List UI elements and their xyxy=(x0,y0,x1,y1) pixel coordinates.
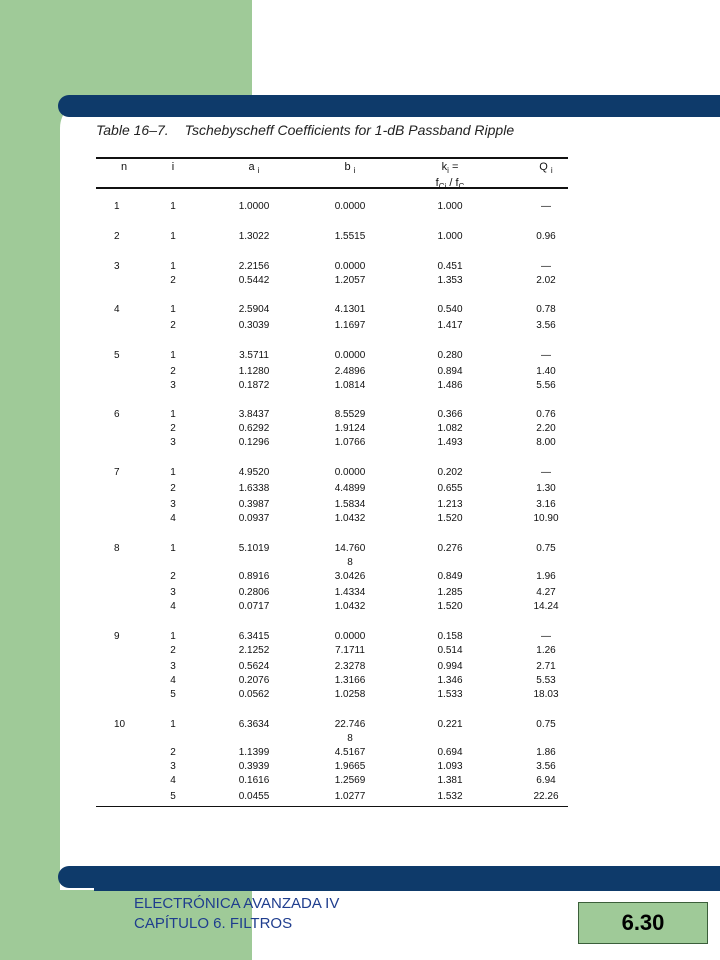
cell-i: 1 xyxy=(170,467,176,478)
cell-a: 1.0000 xyxy=(238,201,270,212)
cell-q: 0.78 xyxy=(536,304,556,315)
cell-q: 1.30 xyxy=(536,483,556,494)
cell-a: 2.5904 xyxy=(238,304,270,315)
table-title xyxy=(96,122,576,138)
cell-k: 1.493 xyxy=(437,437,463,448)
cell-i: 4 xyxy=(170,775,176,786)
cell-q: — xyxy=(541,350,551,361)
cell-k: 0.655 xyxy=(437,483,463,494)
cell-a: 0.0717 xyxy=(238,601,270,612)
cell-i: 4 xyxy=(170,601,176,612)
cell-b: 3.0426 xyxy=(334,571,366,582)
cell-a: 0.3039 xyxy=(238,320,270,331)
cell-q: 14.24 xyxy=(533,601,559,612)
header-k: $k_i$ = $f_{Ci} / f_C$ xyxy=(435,161,465,192)
cell-k: 0.202 xyxy=(437,467,463,478)
cell-b: 14.760 xyxy=(334,543,366,554)
cell-a: 6.3415 xyxy=(238,631,270,642)
top-navy-bar xyxy=(58,95,720,117)
cell-k: 1.520 xyxy=(437,601,463,612)
cell-k: 0.366 xyxy=(437,409,463,420)
table-row xyxy=(96,275,568,289)
table-row xyxy=(96,231,568,245)
cell-a: 4.9520 xyxy=(238,467,270,478)
cell-n: 9 xyxy=(114,631,120,642)
cell-b: 4.5167 xyxy=(334,747,366,758)
table-row xyxy=(96,719,568,733)
cell-n: 10 xyxy=(114,719,126,730)
table-header-rule xyxy=(96,187,568,189)
cell-a: 5.1019 xyxy=(238,543,270,554)
cell-k: 1.486 xyxy=(437,380,463,391)
table-row xyxy=(96,557,568,571)
cell-b: 1.5515 xyxy=(334,231,366,242)
footer-line-1: ELECTRÓNICA AVANZADA IV xyxy=(134,895,340,912)
cell-q: 22.26 xyxy=(533,791,559,802)
cell-k: 0.994 xyxy=(437,661,463,672)
table-row xyxy=(96,761,568,775)
cell-i: 1 xyxy=(170,631,176,642)
cell-k: 1.346 xyxy=(437,675,463,686)
cell-q: 8.00 xyxy=(536,437,556,448)
cell-i: 2 xyxy=(170,747,176,758)
table-row xyxy=(96,304,568,318)
cell-b: 1.0277 xyxy=(334,791,366,802)
cell-a: 1.3022 xyxy=(238,231,270,242)
cell-b: 1.2057 xyxy=(334,275,366,286)
cell-k: 0.221 xyxy=(437,719,463,730)
cell-q: 2.20 xyxy=(536,423,556,434)
cell-k: 0.276 xyxy=(437,543,463,554)
cell-i: 2 xyxy=(170,571,176,582)
cell-k: 1.000 xyxy=(437,201,463,212)
cell-b: 8 xyxy=(347,557,353,568)
cell-q: 1.40 xyxy=(536,366,556,377)
header-b: b $_i$ xyxy=(344,161,356,176)
table-row xyxy=(96,437,568,451)
cell-q: — xyxy=(541,631,551,642)
cell-b: 8 xyxy=(347,733,353,744)
cell-n: 3 xyxy=(114,261,120,272)
cell-q: 3.16 xyxy=(536,499,556,510)
cell-k: 0.894 xyxy=(437,366,463,377)
table-row xyxy=(96,350,568,364)
cell-i: 3 xyxy=(170,437,176,448)
cell-b: 1.3166 xyxy=(334,675,366,686)
cell-b: 4.4899 xyxy=(334,483,366,494)
cell-a: 0.0562 xyxy=(238,689,270,700)
cell-b: 0.0000 xyxy=(334,261,366,272)
cell-i: 2 xyxy=(170,645,176,656)
table-row xyxy=(96,775,568,789)
cell-a: 1.1399 xyxy=(238,747,270,758)
cell-a: 0.0455 xyxy=(238,791,270,802)
cell-a: 2.2156 xyxy=(238,261,270,272)
cell-k: 0.158 xyxy=(437,631,463,642)
cell-q: 0.76 xyxy=(536,409,556,420)
cell-k: 1.285 xyxy=(437,587,463,598)
cell-b: 1.0258 xyxy=(334,689,366,700)
cell-b: 1.2569 xyxy=(334,775,366,786)
cell-q: 1.86 xyxy=(536,747,556,758)
table-row xyxy=(96,645,568,659)
cell-i: 2 xyxy=(170,483,176,494)
cell-i: 5 xyxy=(170,689,176,700)
cell-q: 6.94 xyxy=(536,775,556,786)
cell-i: 2 xyxy=(170,320,176,331)
cell-b: 1.4334 xyxy=(334,587,366,598)
cell-n: 4 xyxy=(114,304,120,315)
footer-line-2: CAPÍTULO 6. FILTROS xyxy=(134,915,293,932)
cell-a: 0.3987 xyxy=(238,499,270,510)
page-number-box xyxy=(578,902,708,944)
cell-k: 1.533 xyxy=(437,689,463,700)
cell-i: 3 xyxy=(170,380,176,391)
cell-a: 0.2806 xyxy=(238,587,270,598)
cell-k: 0.280 xyxy=(437,350,463,361)
footer-course-label xyxy=(134,894,339,934)
bottom-navy-bar xyxy=(58,866,720,888)
cell-a: 3.8437 xyxy=(238,409,270,420)
cell-i: 3 xyxy=(170,587,176,598)
table-row xyxy=(96,661,568,675)
cell-i: 1 xyxy=(170,543,176,554)
cell-q: 5.56 xyxy=(536,380,556,391)
cell-a: 0.1616 xyxy=(238,775,270,786)
cell-k: 1.353 xyxy=(437,275,463,286)
page-number: 6.30 xyxy=(621,910,665,935)
table-row xyxy=(96,791,568,805)
cell-q: 2.02 xyxy=(536,275,556,286)
cell-k: 0.451 xyxy=(437,261,463,272)
cell-b: 0.0000 xyxy=(334,631,366,642)
cell-k: 1.082 xyxy=(437,423,463,434)
cell-i: 1 xyxy=(170,231,176,242)
table-row xyxy=(96,601,568,615)
table-row xyxy=(96,747,568,761)
cell-q: 1.26 xyxy=(536,645,556,656)
cell-b: 8.5529 xyxy=(334,409,366,420)
cell-k: 0.514 xyxy=(437,645,463,656)
header-i: i xyxy=(171,161,175,173)
cell-q: 3.56 xyxy=(536,320,556,331)
cell-k: 1.532 xyxy=(437,791,463,802)
table-row xyxy=(96,631,568,645)
table-row xyxy=(96,543,568,557)
cell-a: 0.1872 xyxy=(238,380,270,391)
header-a: a $_i$ xyxy=(248,161,260,176)
cell-k: 1.381 xyxy=(437,775,463,786)
cell-n: 1 xyxy=(114,201,120,212)
cell-b: 1.9665 xyxy=(334,761,366,772)
table-row xyxy=(96,366,568,380)
cell-q: 4.27 xyxy=(536,587,556,598)
cell-q: 0.75 xyxy=(536,719,556,730)
cell-i: 4 xyxy=(170,513,176,524)
cell-a: 0.5442 xyxy=(238,275,270,286)
cell-b: 0.0000 xyxy=(334,350,366,361)
cell-i: 1 xyxy=(170,261,176,272)
table-row xyxy=(96,467,568,481)
cell-i: 1 xyxy=(170,201,176,212)
cell-a: 0.5624 xyxy=(238,661,270,672)
cell-b: 0.0000 xyxy=(334,467,366,478)
cell-a: 0.1296 xyxy=(238,437,270,448)
cell-q: — xyxy=(541,467,551,478)
cell-n: 6 xyxy=(114,409,120,420)
cell-a: 6.3634 xyxy=(238,719,270,730)
cell-k: 1.000 xyxy=(437,231,463,242)
cell-a: 0.6292 xyxy=(238,423,270,434)
cell-q: — xyxy=(541,201,551,212)
table-title-text: Tschebyscheff Coefficients for 1-dB Passband Ripple xyxy=(184,122,515,138)
table-row xyxy=(96,380,568,394)
table-row xyxy=(96,675,568,689)
table-top-rule xyxy=(96,157,568,159)
cell-b: 1.0432 xyxy=(334,513,366,524)
cell-i: 4 xyxy=(170,675,176,686)
header-n: n xyxy=(120,161,128,173)
cell-a: 0.8916 xyxy=(238,571,270,582)
cell-i: 2 xyxy=(170,423,176,434)
table-row xyxy=(96,571,568,585)
table-row xyxy=(96,689,568,703)
cell-q: — xyxy=(541,261,551,272)
cell-i: 1 xyxy=(170,719,176,730)
cell-i: 1 xyxy=(170,350,176,361)
cell-b: 0.0000 xyxy=(334,201,366,212)
cell-n: 7 xyxy=(114,467,120,478)
cell-b: 2.3278 xyxy=(334,661,366,672)
cell-i: 2 xyxy=(170,275,176,286)
green-left-strip xyxy=(0,0,60,960)
table-row xyxy=(96,483,568,497)
cell-n: 5 xyxy=(114,350,120,361)
cell-i: 3 xyxy=(170,761,176,772)
cell-q: 18.03 xyxy=(533,689,559,700)
cell-a: 1.1280 xyxy=(238,366,270,377)
cell-b: 1.1697 xyxy=(334,320,366,331)
cell-a: 0.0937 xyxy=(238,513,270,524)
cell-b: 1.0432 xyxy=(334,601,366,612)
table-row xyxy=(96,320,568,334)
table-number: Table 16–7. xyxy=(96,122,169,138)
cell-n: 8 xyxy=(114,543,120,554)
cell-b: 4.1301 xyxy=(334,304,366,315)
cell-i: 5 xyxy=(170,791,176,802)
cell-q: 3.56 xyxy=(536,761,556,772)
cell-n: 2 xyxy=(114,231,120,242)
header-q: Q $_i$ xyxy=(539,161,553,176)
cell-i: 3 xyxy=(170,661,176,672)
cell-k: 1.417 xyxy=(437,320,463,331)
cell-b: 1.0766 xyxy=(334,437,366,448)
cell-q: 2.71 xyxy=(536,661,556,672)
cell-i: 3 xyxy=(170,499,176,510)
table-row xyxy=(96,423,568,437)
cell-a: 3.5711 xyxy=(239,350,269,361)
cell-k: 0.849 xyxy=(437,571,463,582)
cell-q: 0.96 xyxy=(536,231,556,242)
table-row xyxy=(96,513,568,527)
cell-i: 1 xyxy=(170,304,176,315)
cell-a: 0.3939 xyxy=(238,761,270,772)
cell-a: 0.2076 xyxy=(238,675,270,686)
table-bottom-rule xyxy=(96,806,568,807)
cell-a: 2.1252 xyxy=(238,645,270,656)
table-row xyxy=(96,587,568,601)
cell-k: 0.540 xyxy=(437,304,463,315)
cell-b: 1.5834 xyxy=(334,499,366,510)
cell-q: 5.53 xyxy=(536,675,556,686)
cell-k: 1.520 xyxy=(437,513,463,524)
cell-i: 1 xyxy=(170,409,176,420)
table-row xyxy=(96,409,568,423)
cell-k: 1.093 xyxy=(437,761,463,772)
table-row xyxy=(96,733,568,747)
cell-b: 1.0814 xyxy=(334,380,366,391)
cell-i: 2 xyxy=(170,366,176,377)
cell-b: 2.4896 xyxy=(334,366,366,377)
cell-b: 7.1711 xyxy=(335,645,365,656)
cell-k: 0.694 xyxy=(437,747,463,758)
table-row xyxy=(96,201,568,215)
cell-q: 10.90 xyxy=(533,513,559,524)
table-row xyxy=(96,499,568,513)
cell-q: 0.75 xyxy=(536,543,556,554)
cell-b: 1.9124 xyxy=(334,423,366,434)
table-row xyxy=(96,261,568,275)
cell-a: 1.6338 xyxy=(238,483,270,494)
cell-k: 1.213 xyxy=(437,499,463,510)
cell-q: 1.96 xyxy=(536,571,556,582)
cell-b: 22.746 xyxy=(334,719,366,730)
